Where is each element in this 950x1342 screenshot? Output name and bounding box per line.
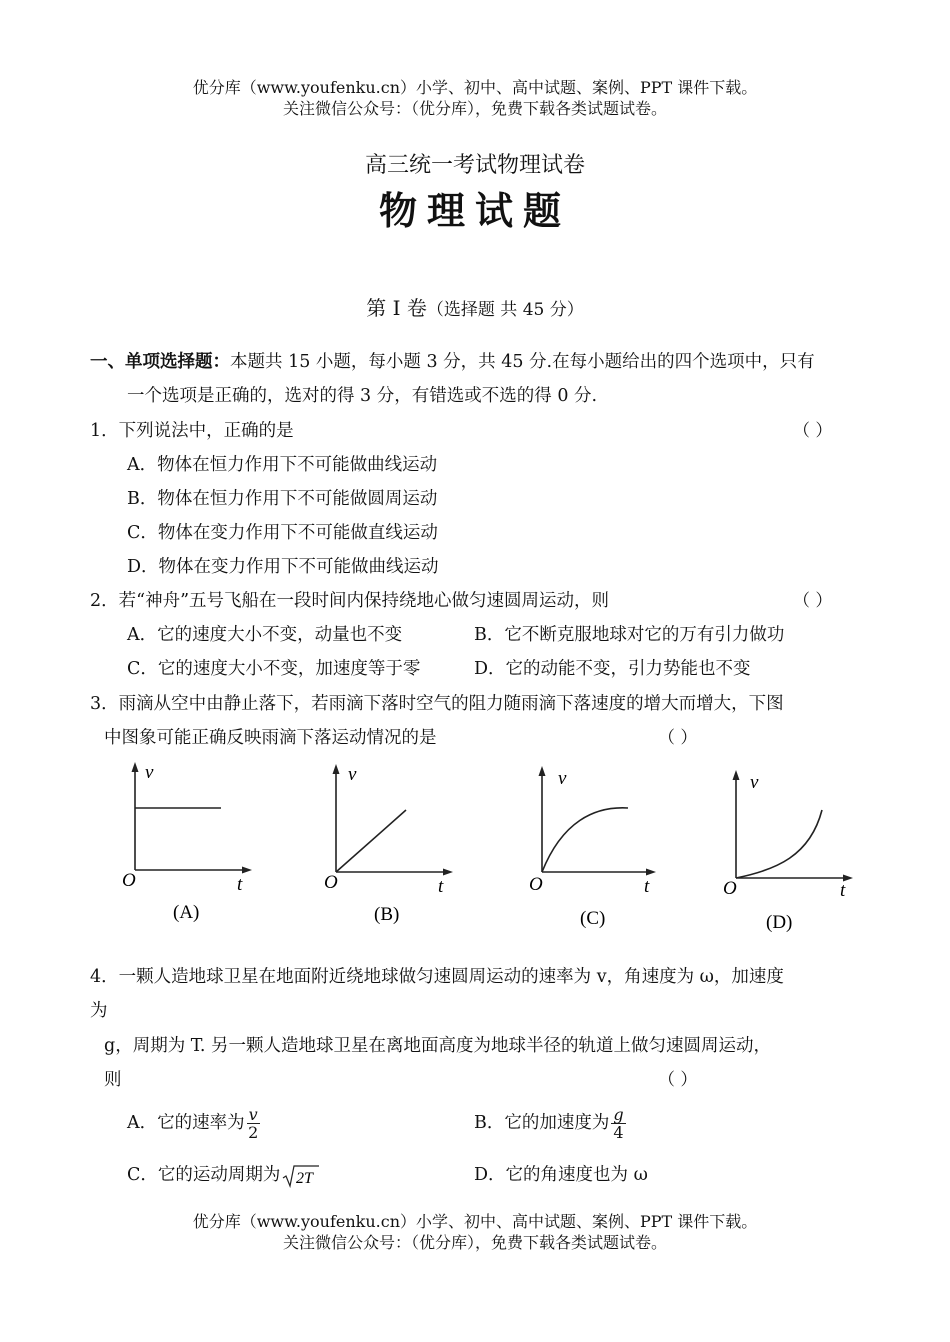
q4-answer-paren: （ ）: [658, 1070, 698, 1090]
graph-c-caption: (C): [580, 908, 606, 929]
q2-stem: 2．若“神舟”五号飞船在一段时间内保持绕地心做匀速圆周运动，则: [90, 591, 610, 611]
q4-option-a-denominator: 2: [248, 1123, 259, 1142]
graph-a-v-label: v: [145, 762, 154, 783]
q4-option-b-fraction: [611, 1106, 625, 1141]
q4-option-b-denominator: 4: [613, 1123, 624, 1142]
volume-heading: [0, 292, 950, 321]
q4-option-a-text: A．它的速率为: [127, 1113, 245, 1133]
q4-option-b-numerator: g: [613, 1105, 624, 1124]
q4-stem-line-3: g，周期为 T. 另一颗人造地球卫星在离地面高度为地球半径的轨道上做匀速圆周运动，: [104, 1036, 771, 1056]
q2-option-a: A．它的速度大小不变，动量也不变: [127, 625, 403, 645]
q3-stem-line-1: 3．雨滴从空中由静止落下，若雨滴下落时空气的阻力随雨滴下落速度的增大而增大，下图: [90, 694, 784, 714]
q4-stem-line-4: 则: [104, 1070, 122, 1090]
q1-option-a: A．物体在恒力作用下不可能做曲线运动: [127, 455, 438, 475]
graph-a: [115, 760, 255, 935]
graph-b-v-label: v: [348, 764, 357, 785]
q4-option-a-fraction: [247, 1106, 260, 1141]
q2-option-d: D．它的动能不变，引力势能也不变: [474, 659, 751, 679]
graph-d-origin-label: O: [723, 878, 737, 899]
graph-d-t-label: t: [840, 880, 846, 901]
q3-stem-line-2: 中图象可能正确反映雨滴下落运动情况的是: [104, 728, 437, 748]
graph-c-y-arrow: [539, 766, 546, 776]
graph-b-caption: (B): [374, 904, 400, 925]
section-heading: 一、单项选择题：: [90, 352, 230, 372]
q4-option-d: D．它的角速度也为 ω: [474, 1165, 648, 1185]
q2-option-b: B．它不断克服地球对它的万有引力做功: [474, 625, 785, 645]
graph-b-y-arrow: [333, 764, 340, 774]
graph-b-t-label: t: [438, 876, 444, 897]
footer-line-2: 关注微信公众号：（优分库），免费下载各类试题试卷。: [282, 1233, 667, 1252]
volume-label: 第 Ⅰ 卷: [366, 296, 427, 320]
graph-d-y-arrow: [733, 770, 740, 780]
graph-a-t-label: t: [237, 874, 243, 895]
graph-d: [720, 766, 860, 941]
q2-option-c: C．它的速度大小不变，加速度等于零: [127, 659, 421, 679]
section-intro-line-1: [90, 349, 815, 375]
graph-c-curve: [542, 808, 628, 872]
q4-option-b: [474, 1106, 626, 1141]
q1-answer-paren: （ ）: [793, 421, 833, 441]
q4-stem-line-1: 4．一颗人造地球卫星在地面附近绕地球做匀速圆周运动的速率为 v，角速度为 ω，加速度: [90, 967, 784, 987]
q1-option-c: C．物体在变力作用下不可能做直线运动: [127, 523, 438, 543]
section-intro-text: 本题共 15 小题，每小题 3 分，共 45 分.在每小题给出的四个选项中，只有: [230, 352, 815, 372]
graph-a-y-arrow: [132, 762, 139, 772]
exam-subtitle: 高三统一考试物理试卷: [364, 153, 585, 178]
q2-answer-paren: （ ）: [793, 591, 833, 611]
header-line-1: 优分库（www.youfenku.cn）小学、初中、高中试题、案例、PPT 课件下载。: [192, 78, 758, 97]
graph-c: [524, 764, 664, 939]
q4-option-c-sqrt: [282, 1163, 320, 1189]
q4-option-a: [127, 1106, 260, 1141]
graph-b-curve: [336, 810, 406, 872]
graph-c-t-label: t: [644, 876, 650, 897]
graph-d-v-label: v: [750, 772, 759, 793]
q4-option-c-radicand: 2T: [296, 1169, 314, 1187]
q1-option-b: B．物体在恒力作用下不可能做圆周运动: [127, 489, 438, 509]
graph-c-x-arrow: [646, 869, 656, 876]
q1-option-d: D．物体在变力作用下不可能做曲线运动: [127, 557, 439, 577]
q4-option-c-text: C．它的运动周期为: [127, 1165, 281, 1185]
header-line-2: 关注微信公众号：（优分库），免费下载各类试题试卷。: [282, 99, 667, 118]
q4-option-b-text: B．它的加速度为: [474, 1113, 610, 1133]
graph-a-x-arrow: [242, 867, 252, 874]
q4-stem-line-2: 为: [90, 1001, 108, 1021]
graph-a-caption: (A): [173, 902, 200, 923]
graph-b-x-arrow: [443, 869, 453, 876]
q4-option-c: [127, 1162, 320, 1189]
q1-stem: 1．下列说法中，正确的是: [90, 421, 294, 441]
graph-d-caption: (D): [766, 912, 793, 933]
graph-b-origin-label: O: [324, 872, 338, 893]
graph-c-origin-label: O: [529, 874, 543, 895]
volume-note: （选择题 共 45 分）: [426, 300, 584, 320]
page-title: 物理试题: [378, 188, 571, 233]
section-intro-line-2: 一个选项是正确的，选对的得 3 分，有错选或不选的得 0 分.: [127, 386, 598, 406]
q4-option-a-numerator: v: [248, 1105, 258, 1124]
footer-line-1: 优分库（www.youfenku.cn）小学、初中、高中试题、案例、PPT 课件下载。: [192, 1212, 758, 1231]
graph-a-origin-label: O: [122, 870, 136, 891]
graph-d-curve: [736, 810, 822, 878]
q3-answer-paren: （ ）: [658, 728, 698, 748]
graph-c-v-label: v: [558, 768, 567, 789]
graph-b: [318, 762, 458, 937]
